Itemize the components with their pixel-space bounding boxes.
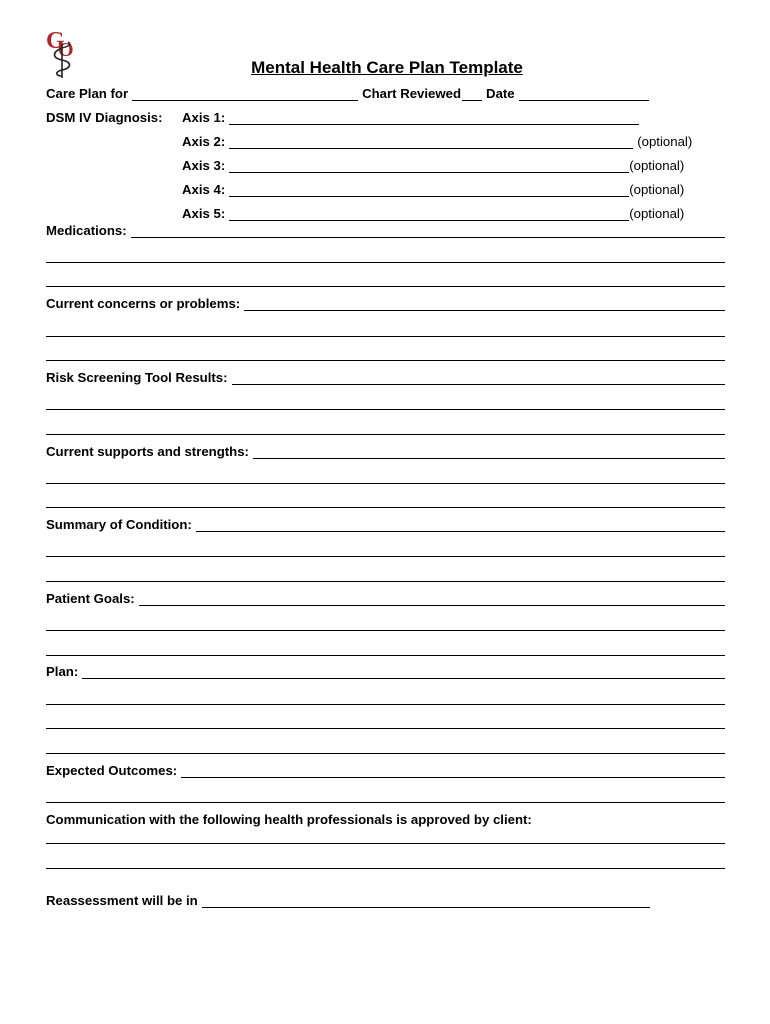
reassessment-field[interactable] <box>202 893 650 908</box>
plan-field[interactable] <box>82 664 725 679</box>
risk-label: Risk Screening Tool Results: <box>46 370 228 385</box>
goals-line-2[interactable] <box>46 630 725 631</box>
summary-row <box>46 516 725 534</box>
risk-field[interactable] <box>232 370 726 385</box>
outcomes-label: Expected Outcomes: <box>46 763 178 778</box>
axis-5-optional: (optional) <box>629 206 685 221</box>
axis-4-row <box>182 181 702 199</box>
chart-reviewed-label: Chart Reviewed <box>362 86 462 101</box>
plan-line-2[interactable] <box>46 704 725 705</box>
supports-label: Current supports and strengths: <box>46 444 249 459</box>
reassessment-row <box>46 892 650 910</box>
care-plan-for-field[interactable] <box>132 86 358 101</box>
axis-4-field[interactable] <box>229 182 629 197</box>
axis-1-field[interactable] <box>229 110 639 125</box>
concerns-label: Current concerns or problems: <box>46 296 241 311</box>
axis-3-optional: (optional) <box>629 158 685 173</box>
outcomes-row <box>46 762 725 780</box>
axis-3-label: Axis 3: <box>182 158 226 173</box>
header-row <box>46 85 666 103</box>
medications-field[interactable] <box>131 223 725 238</box>
svg-text:O: O <box>58 39 74 61</box>
care-plan-for-label: Care Plan for <box>46 86 129 101</box>
axis-1-label: Axis 1: <box>182 110 226 125</box>
goals-label: Patient Goals: <box>46 591 135 606</box>
axis-2-label: Axis 2: <box>182 134 226 149</box>
axis-5-field[interactable] <box>229 206 629 221</box>
axis-5-row <box>182 205 702 223</box>
axis-3-field[interactable] <box>229 158 629 173</box>
plan-line-3[interactable] <box>46 728 725 729</box>
communication-row <box>46 811 725 829</box>
axis-3-row <box>182 157 702 175</box>
reassessment-label: Reassessment will be in <box>46 893 198 908</box>
axis-2-field[interactable] <box>229 134 633 149</box>
summary-line-2[interactable] <box>46 556 725 557</box>
axis-2-optional: (optional) <box>637 134 693 149</box>
concerns-line-3[interactable] <box>46 360 725 361</box>
goals-line-3[interactable] <box>46 655 725 656</box>
risk-row <box>46 369 725 387</box>
axis-5-label: Axis 5: <box>182 206 226 221</box>
supports-row <box>46 443 725 461</box>
page-title: Mental Health Care Plan Template <box>251 58 523 77</box>
summary-line-3[interactable] <box>46 581 725 582</box>
axis-2-row <box>182 133 702 151</box>
medications-row <box>46 222 725 240</box>
axis-4-optional: (optional) <box>629 182 685 197</box>
communication-line-2[interactable] <box>46 868 725 869</box>
supports-field[interactable] <box>253 444 725 459</box>
medications-line-2[interactable] <box>46 262 725 263</box>
goals-row <box>46 590 725 608</box>
summary-label: Summary of Condition: <box>46 517 192 532</box>
dsm-label-row <box>46 109 163 127</box>
chart-reviewed-field[interactable] <box>462 86 482 101</box>
axis-4-label: Axis 4: <box>182 182 226 197</box>
medications-label: Medications: <box>46 223 127 238</box>
concerns-field[interactable] <box>244 296 725 311</box>
goals-field[interactable] <box>139 591 725 606</box>
risk-line-2[interactable] <box>46 409 725 410</box>
date-field[interactable] <box>519 86 649 101</box>
dsm-diagnosis-label: DSM IV Diagnosis: <box>46 110 163 125</box>
svg-text:G: G <box>46 28 65 54</box>
date-label: Date <box>486 86 515 101</box>
plan-line-4[interactable] <box>46 753 725 754</box>
plan-row <box>46 663 725 681</box>
concerns-line-2[interactable] <box>46 336 725 337</box>
concerns-row <box>46 295 725 313</box>
supports-line-3[interactable] <box>46 507 725 508</box>
communication-line-1[interactable] <box>46 843 725 844</box>
supports-line-2[interactable] <box>46 483 725 484</box>
outcomes-field[interactable] <box>181 763 725 778</box>
axis-1-row <box>182 109 642 127</box>
medications-line-3[interactable] <box>46 286 725 287</box>
communication-label: Communication with the following health professionals is approved by client: <box>46 812 532 827</box>
plan-label: Plan: <box>46 664 79 679</box>
summary-field[interactable] <box>196 517 725 532</box>
risk-line-3[interactable] <box>46 434 725 435</box>
outcomes-line-2[interactable] <box>46 802 725 803</box>
